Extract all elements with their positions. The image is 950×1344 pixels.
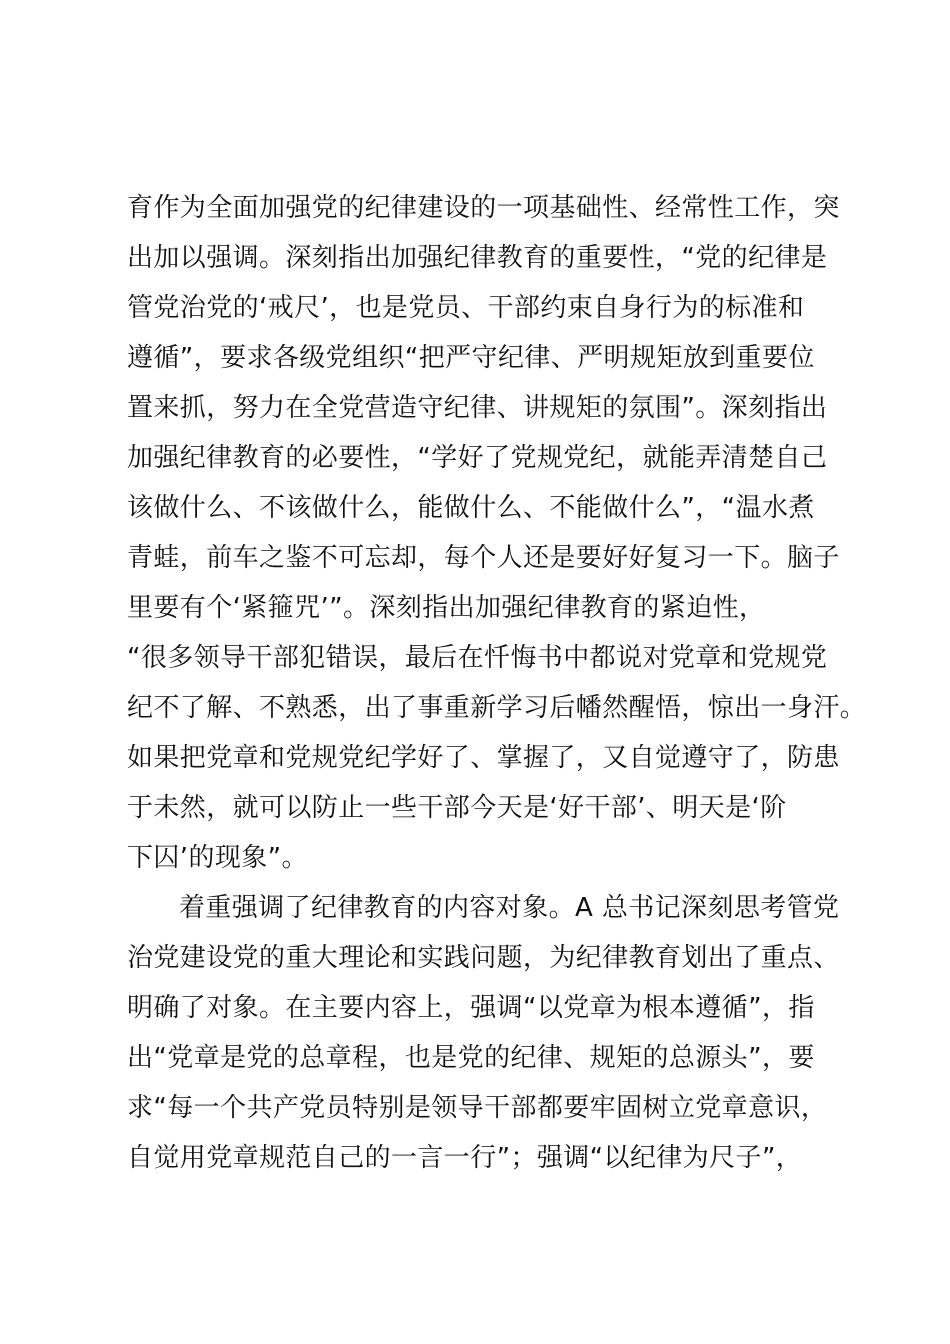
text-line: 加强纪律教育的必要性，“学好了党规党纪，就能弄清楚自己 <box>127 443 828 473</box>
text-line: 自觉用党章规范自己的一言一行”；强调“以纪律为尺子”， <box>127 1143 803 1173</box>
text-line: 青蛙，前车之鉴不可忘却，每个人还是要好好复习一下。脑子 <box>127 543 840 573</box>
text-line: 如果把党章和党规党纪学好了、掌握了，又自觉遵守了，防患 <box>127 743 840 773</box>
text-line: 求“每一个共产党员特别是领导干部都要牢固树立党章意识， <box>127 1093 828 1123</box>
text-line: 治党建设党的重大理论和实践问题，为纪律教育划出了重点、 <box>127 943 840 973</box>
text-line: 置来抓，努力在全党营造守纪律、讲规矩的氛围”。深刻指出 <box>127 393 828 423</box>
text-line: 纪不了解、不熟悉，出了事重新学习后幡然醒悟，惊出一身汗。 <box>127 693 867 723</box>
text-line: 里要有个‘紧箍咒’”。深刻指出加强纪律教育的紧迫性， <box>127 593 766 623</box>
text-line: 着重强调了纪律教育的内容对象。A 总书记深刻思考管党 <box>179 893 840 923</box>
paragraph-1 <box>127 183 867 883</box>
text-line: “很多领导干部犯错误，最后在忏悔书中都说对党章和党规党 <box>127 643 828 673</box>
text-line: 该做什么、不该做什么，能做什么、不能做什么”，“温水煮 <box>127 493 815 523</box>
text-line: 于未然，就可以防止一些干部今天是‘好干部’、明天是‘阶 <box>127 793 787 823</box>
paragraph-2 <box>127 883 840 1183</box>
text-line: 育作为全面加强党的纪律建设的一项基础性、经常性工作，突 <box>127 193 840 223</box>
text-line: 遵循”，要求各级党组织“把严守纪律、严明规矩放到重要位 <box>127 343 815 373</box>
text-line: 明确了对象。在主要内容上，强调“以党章为根本遵循”，指 <box>127 993 815 1023</box>
body-text <box>127 183 867 1183</box>
text-line: 出加以强调。深刻指出加强纪律教育的重要性，“党的纪律是 <box>127 243 828 273</box>
text-line: 管党治党的‘戒尺’，也是党员、干部约束自身行为的标准和 <box>127 293 805 323</box>
text-line: 下囚’的现象”。 <box>127 843 308 873</box>
text-line: 出“党章是党的总章程，也是党的纪律、规矩的总源头”，要 <box>127 1043 815 1073</box>
